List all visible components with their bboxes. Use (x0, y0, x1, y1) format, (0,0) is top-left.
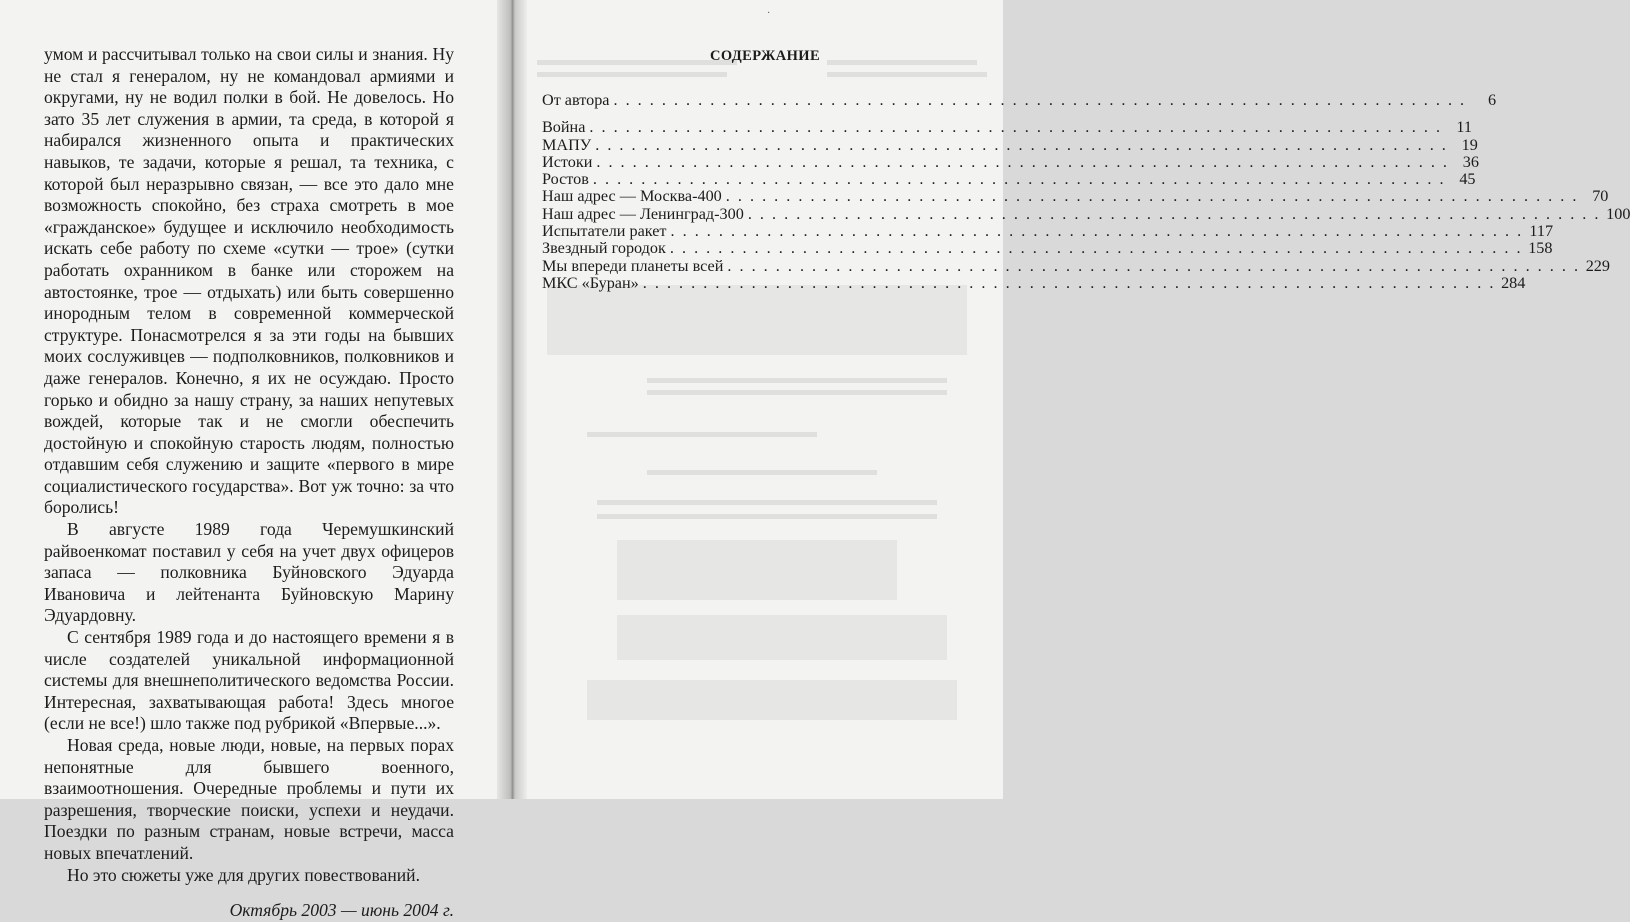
toc-entry (542, 170, 1476, 189)
show-through-mark (547, 285, 967, 355)
paragraph: Но это сюжеты уже для других повествований. (67, 864, 420, 885)
toc-entry (542, 222, 1554, 241)
show-through-mark (537, 72, 727, 77)
toc-entry-page: 45 (1459, 170, 1476, 189)
toc-entry-title: Ростов (542, 170, 589, 189)
toc-entry-title: Звездный городок (542, 239, 666, 258)
show-through-mark (587, 680, 957, 720)
table-of-contents (542, 91, 1630, 292)
toc-heading: СОДЕРЖАНИЕ (709, 48, 821, 64)
toc-entry (542, 204, 1630, 223)
toc-entry (542, 135, 1478, 154)
toc-entry-page: 6 (1487, 91, 1497, 109)
toc-leader-dots (670, 240, 1523, 257)
toc-entry (542, 273, 1526, 292)
toc-leader-dots (726, 188, 1579, 205)
show-through-mark (647, 390, 947, 395)
toc-entry-title: МКС «Буран» (542, 273, 639, 292)
left-page (0, 0, 497, 921)
date-signature: Октябрь 2003 — июнь 2004 г. (229, 900, 454, 921)
toc-entry-page: 158 (1528, 239, 1553, 258)
toc-entry-title: Мы впереди планеты всей (542, 256, 724, 275)
toc-leader-dots (643, 275, 1496, 292)
show-through-mark (617, 615, 947, 660)
right-page (527, 0, 1630, 799)
toc-entry-page: 36 (1462, 152, 1479, 171)
toc-leader-dots (613, 92, 1466, 109)
show-through-mark (587, 432, 817, 437)
toc-entry (542, 118, 1473, 137)
toc-leader-dots (671, 223, 1524, 240)
toc-entry-page: 11 (1456, 118, 1473, 137)
toc-entry (542, 152, 1479, 171)
paragraph: умом и рассчитывал только на свои силы и знания. Ну не стал я генералом, ну не командовал армиями и округами, ну не водил полки в бой. Не довелось. Но зато 35 лет служения в армии, та среда, в которой я набирался жизненного опыта и практических навыков, те задачи, которые я решал, та техника, с которой был неразрывно связан, — все это дало мне возможность спокойно, без страха смотреть в мое «гражданское» будущее и исключило необходимость искать себе работу по схеме «сутки — трое» (сутки работать охранником в банке или сторожем на автостоянке, трое — отдыхать) или быть совершенно инородным телом в современной коммерческой структуре. Понасмотрелся я за эти годы на бывших моих сослуживцев — подполковников, полковников и даже генералов. Конечно, я их не осуждаю. Просто горько и обидно за нашу страну, за наших непутевых вождей, которые так и не смогли обеспечить достойную и спокойную старость людям, полностью отдавшим себя служению и защите «первого в мире социалистического государства». Вот уж точно: за что боролись! (44, 44, 454, 518)
toc-leader-dots (727, 258, 1580, 275)
show-through-mark (617, 540, 897, 600)
toc-leader-dots (596, 154, 1449, 171)
show-through-mark (647, 470, 877, 475)
toc-entry-title: Наш адрес — Москва-400 (542, 187, 722, 206)
show-through-mark (827, 72, 987, 77)
toc-entry-page: 70 (1592, 187, 1609, 206)
toc-entry (542, 239, 1553, 258)
paragraph: Новая среда, новые люди, новые, на первых порах непонятные для бывшего военного, взаимоотношения. Очередные проблемы и пути их разрешения, творческие поиски, успехи и неудачи. Поездки по разным странам, новые встречи, масса новых впечатлений. (44, 735, 454, 863)
toc-leader-dots (589, 119, 1442, 136)
toc-entry-title: От автора (542, 91, 610, 109)
toc-leader-dots (593, 171, 1446, 188)
toc-entry (542, 187, 1609, 206)
paragraph: С сентября 1989 года и до настоящего времени я в числе создателей уникальной информационной системы для внешнеполитического ведомства России. Интересная, захватывающая работа! Здесь многое (если не все!) шло также под рубрикой «Впервые...». (44, 627, 454, 734)
toc-entry-page: 117 (1529, 222, 1554, 241)
show-through-mark (597, 500, 937, 505)
toc-entry-title: МАПУ (542, 135, 592, 154)
paragraph: В августе 1989 года Черемушкинский райвоенкомат поставил у себя на учет двух офицеров запаса — полковника Буйновского Эдуарда Ивановича и лейтенанта Буйновскую Марину Эдуардовну. (44, 519, 454, 626)
show-through-mark (597, 514, 937, 519)
toc-entry (542, 91, 1497, 109)
toc-entry-page: 19 (1461, 135, 1478, 154)
toc-entry-title: Истоки (542, 152, 593, 171)
toc-entry-page: 284 (1501, 273, 1526, 292)
left-page-text (44, 44, 454, 922)
toc-entry (542, 256, 1610, 275)
toc-entry-title: Наш адрес — Ленинград-300 (542, 204, 744, 223)
toc-entry-title: Испытатели ракет (542, 222, 667, 241)
toc-entry-page: 100 (1606, 204, 1630, 223)
toc-entry-page: 229 (1585, 256, 1610, 275)
book-gutter (497, 0, 527, 799)
toc-leader-dots (595, 137, 1448, 154)
toc-leader-dots (748, 206, 1601, 223)
print-mark: · (767, 8, 771, 19)
toc-entry-title: Война (542, 118, 586, 137)
show-through-mark (647, 378, 947, 383)
